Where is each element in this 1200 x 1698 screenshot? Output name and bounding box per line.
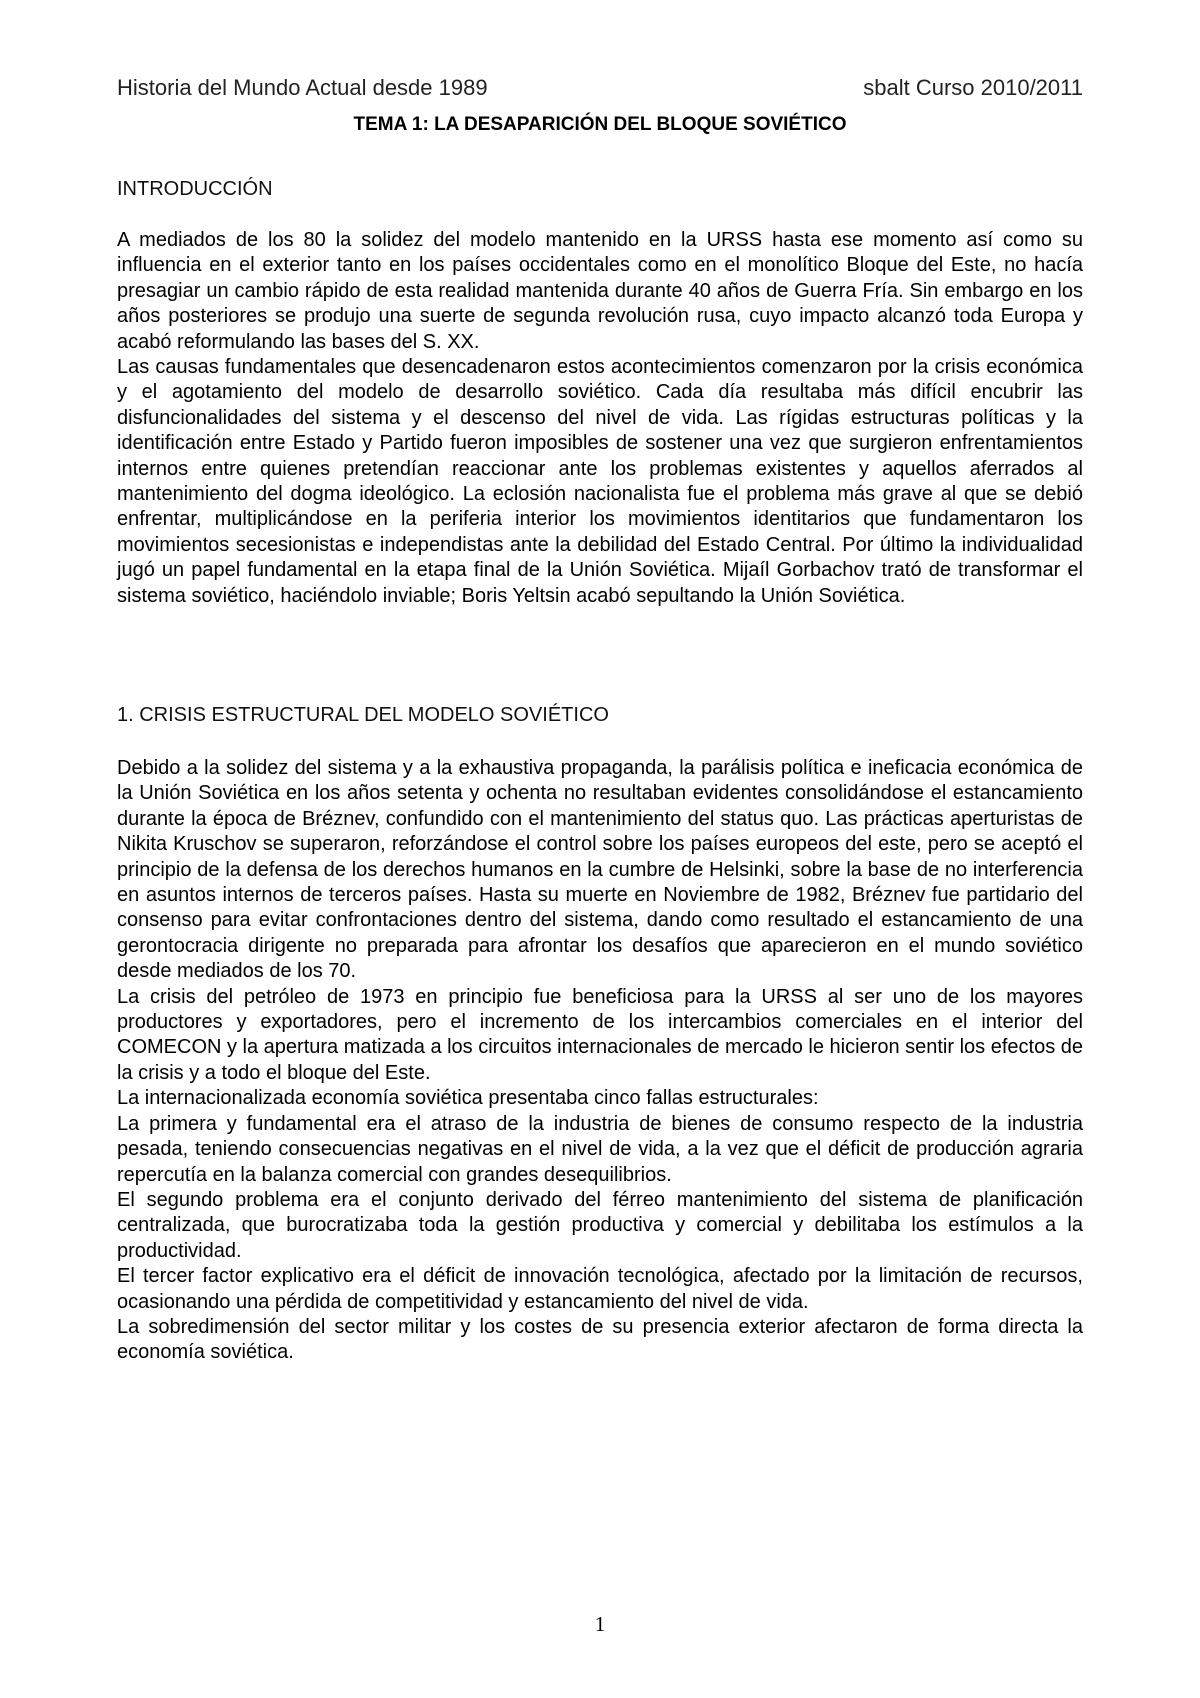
course-title: Historia del Mundo Actual desde 1989 — [117, 75, 488, 100]
section1-heading: 1. CRISIS ESTRUCTURAL DEL MODELO SOVIÉTICO — [117, 704, 609, 726]
intro-heading: INTRODUCCIÓN — [117, 178, 273, 200]
section1-paragraph: La primera y fundamental era el atraso de la industria de bienes de consumo respecto de la industria pesada, teniendo consecuencias negativas en el nivel de vida, a la vez que el déficit de producción agraria repercutía en la balanza comercial con grandes desequilibrios. — [117, 1112, 1083, 1186]
section1-paragraph: Debido a la solidez del sistema y a la exhaustiva propaganda, la parálisis política e ineficacia económica de la Unión Soviética en los años setenta y ochenta no resultaban evidentes consolidándose el estancamiento durante la época de Bréznev, confundido con el mantenimiento del status quo. Las prácticas aperturistas de Nikita Kruschov se superaron, reforzándose el control sobre los países europeos del este, pero se aceptó el principio de la defensa de los derechos humanos en la cumbre de Helsinki, sobre la base de no interferencia en asuntos internos de terceros países. Hasta su muerte en Noviembre de 1982, Bréznev fue partidario del consenso para evitar confrontaciones dentro del sistema, dando como resultado el estancamiento de una gerontocracia dirigente no preparada para afrontar los desafíos que aparecieron en el mundo soviético desde mediados de los 70. — [117, 757, 1083, 983]
page-number: 1 — [594, 1612, 606, 1636]
intro-paragraph: Las causas fundamentales que desencadenaron estos acontecimientos comenzaron por la crisis económica y el agotamiento del modelo de desarrollo soviético. Cada día resultaba más difícil encubrir las disfuncionalidades del sistema y el descenso del nivel de vida. Las rígidas estructuras políticas y la identificación entre Estado y Partido fueron imposibles de sostener una vez que surgieron enfrentamientos internos entre quienes pretendían reaccionar ante los problemas existentes y aquellos aferrados al mantenimiento del dogma ideológico. La eclosión nacionalista fue el problema más grave al que se debió enfrentar, multiplicándose en la periferia interior los movimientos identitarios que fundamentaron los movimientos secesionistas e independistas ante la debilidad del Estado Central. Por último la individualidad jugó un papel fundamental en la etapa final de la Unión Soviética. Mijaíl Gorbachov trató de transformar el sistema soviético, haciéndolo inviable; Boris Yeltsin acabó sepultando la Unión Soviética. — [117, 356, 1083, 607]
section1-paragraph: La internacionalizada economía soviética presentaba cinco fallas estructurales: — [117, 1087, 819, 1110]
section1-paragraph: La sobredimensión del sector militar y los costes de su presencia exterior afectaron de forma directa la economía soviética. — [117, 1315, 1083, 1364]
section1-paragraph: La crisis del petróleo de 1973 en principio fue beneficiosa para la URSS al ser uno de los mayores productores y exportadores, pero el incremento de los intercambios comerciales en el interior del COMECON y la apertura matizada a los circuitos internacionales de mercado le hicieron sentir los efectos de la crisis y a todo el bloque del Este. — [117, 985, 1083, 1084]
page-header — [117, 75, 1083, 101]
section1-paragraph: El segundo problema era el conjunto derivado del férreo mantenimiento del sistema de planificación centralizada, que burocratizaba toda la gestión productiva y comercial y debilitaba los estímulos a la productividad. — [117, 1188, 1083, 1262]
section1-body — [117, 756, 1083, 1366]
document-title: TEMA 1: LA DESAPARICIÓN DEL BLOQUE SOVIÉTICO — [353, 114, 847, 135]
author-course: sbalt Curso 2010/2011 — [863, 75, 1083, 100]
section1-paragraph: El tercer factor explicativo era el déficit de innovación tecnológica, afectado por la limitación de recursos, ocasionando una pérdida de competitividad y estancamiento del nivel de vida. — [117, 1265, 1083, 1313]
intro-body — [117, 228, 1083, 609]
intro-paragraph: A mediados de los 80 la solidez del modelo mantenido en la URSS hasta ese momento así como su influencia en el exterior tanto en los países occidentales como en el monolítico Bloque del Este, no hacía presagiar un cambio rápido de esta realidad mantenida durante 40 años de Guerra Fría. Sin embargo en los años posteriores se produjo una suerte de segunda revolución rusa, cuyo impacto alcanzó toda Europa y acabó reformulando las bases del S. XX. — [117, 229, 1083, 353]
